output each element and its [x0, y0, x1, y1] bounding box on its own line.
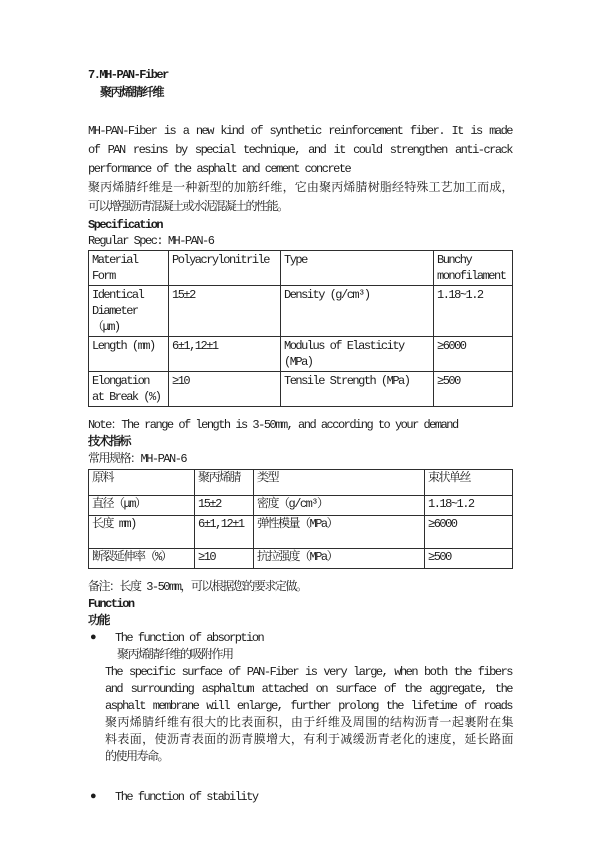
text-line: 可以增强沥青混凝土或水泥混凝土的性能。	[88, 200, 288, 214]
table-cell: ≥10	[195, 549, 254, 569]
function-heading-english: Function	[88, 597, 134, 611]
table-cell: ≥6000	[434, 337, 513, 372]
table-cell: 断裂延伸率（%）	[89, 549, 195, 569]
table-cell: Identical Diameter（μm)	[89, 286, 169, 337]
document-content	[88, 66, 512, 806]
table-cell: Elongation at Break (%)	[89, 372, 169, 407]
table-cell: 1.18~1.2	[425, 496, 513, 516]
table-cell: 直径（μm）	[89, 496, 195, 516]
bullet-icon: ●	[90, 632, 97, 644]
bullet-title-english: The function of stability	[115, 790, 258, 804]
table-cell: 密度（g/cm³）	[254, 496, 425, 516]
table-row	[89, 286, 513, 337]
text-line: MH-PAN-Fiber is a new kind of synthetic reinforcement fiber. It is made	[88, 124, 512, 138]
intro-paragraph-english	[88, 122, 512, 179]
table-cell: 抗拉强度（MPa）	[254, 549, 425, 569]
table-cell: 6±1,12±1	[169, 337, 281, 372]
table-cell: Type	[281, 251, 434, 286]
spec-note-line: Note：The range of length is 3-50mm, and according to your demand	[88, 418, 458, 432]
section-title-chinese: 聚丙烯腈纤维	[100, 86, 164, 100]
text-line: 聚丙烯腈纤维有很大的比表面积，由于纤维及周围的结构沥青一起裹附在集	[105, 716, 512, 730]
table-cell: 聚丙烯腈	[195, 470, 254, 496]
table-cell: 1.18~1.2	[434, 286, 513, 337]
text-line: and surrounding asphaltum attached on surface of the aggregate, the	[105, 682, 512, 696]
table-row	[89, 496, 513, 516]
table-cell: Bunchy monofilament	[434, 251, 513, 286]
table-row	[89, 372, 513, 407]
text-line: 料表面，使沥青表面的沥青膜增大，有利于减缓沥青老化的速度，延长路面	[105, 733, 512, 747]
function-body-english	[88, 664, 512, 715]
table-cell: ≥10	[169, 372, 281, 407]
bullet-line	[88, 630, 512, 647]
table-row	[89, 337, 513, 372]
text-line: asphalt membrane will enlarge, further prolong the lifetime of roads	[105, 699, 512, 713]
table-cell: 束状单丝	[425, 470, 513, 496]
text-line: performance of the asphalt and cement concrete	[88, 162, 351, 176]
bullet-icon: ●	[90, 791, 97, 803]
table-cell: 15±2	[169, 286, 281, 337]
text-line: 聚丙烯腈纤维是一种新型的加筋纤维，它由聚丙烯腈树脂经特殊工艺加工而成，	[88, 181, 512, 195]
text-line: 的使用寿命。	[105, 750, 169, 764]
specification-heading: Specification	[88, 218, 163, 232]
tech-regular-spec-line: 常用规格：MH-PAN-6	[88, 452, 187, 466]
table-cell: 6±1,12±1	[195, 516, 254, 549]
table-row	[89, 549, 513, 569]
table-cell: Tensile Strength (MPa)	[281, 372, 434, 407]
table-cell: 弹性模量（MPa）	[254, 516, 425, 549]
table-cell: Polyacrylonitrile	[169, 251, 281, 286]
table-cell: ≥500	[434, 372, 513, 407]
table-cell: Density (g/cm³)	[281, 286, 434, 337]
bullet-title-chinese: 聚丙烯腈纤维的吸附作用	[117, 648, 233, 662]
table-cell: 原料	[89, 470, 195, 496]
spec-table-chinese	[88, 469, 513, 569]
function-item-absorption	[88, 630, 512, 766]
table-cell: Material Form	[89, 251, 169, 286]
bullet-title-english: The function of absorption	[115, 631, 264, 645]
tech-heading-chinese: 技术指标	[88, 435, 131, 449]
function-body-chinese	[88, 715, 512, 766]
table-cell: ≥6000	[425, 516, 513, 549]
spec-table-english	[88, 250, 513, 407]
table-cell: Length (mm)	[89, 337, 169, 372]
table-cell: 15±2	[195, 496, 254, 516]
regular-spec-line: Regular Spec: MH-PAN-6	[88, 234, 214, 248]
table-cell: ≥500	[425, 549, 513, 569]
section-number-title: 7.MH-PAN-Fiber	[88, 68, 168, 82]
table-cell: 类型	[254, 470, 425, 496]
intro-paragraph-chinese	[88, 179, 512, 217]
table-row	[89, 516, 513, 549]
table-row	[89, 251, 513, 286]
function-item-stability	[88, 789, 512, 806]
function-heading-chinese: 功能	[88, 614, 110, 628]
text-line: The specific surface of PAN-Fiber is very large, when both the fibers	[105, 665, 512, 679]
tech-note-line: 备注：长度 3-50mm，可以根据您的要求定做。	[88, 580, 307, 594]
table-row	[89, 470, 513, 496]
text-line: of PAN resins by special technique, and it could strengthen anti-crack	[88, 143, 512, 157]
table-cell: 长度 mm)	[89, 516, 195, 549]
table-cell: Modulus of Elasticity (MPa)	[281, 337, 434, 372]
